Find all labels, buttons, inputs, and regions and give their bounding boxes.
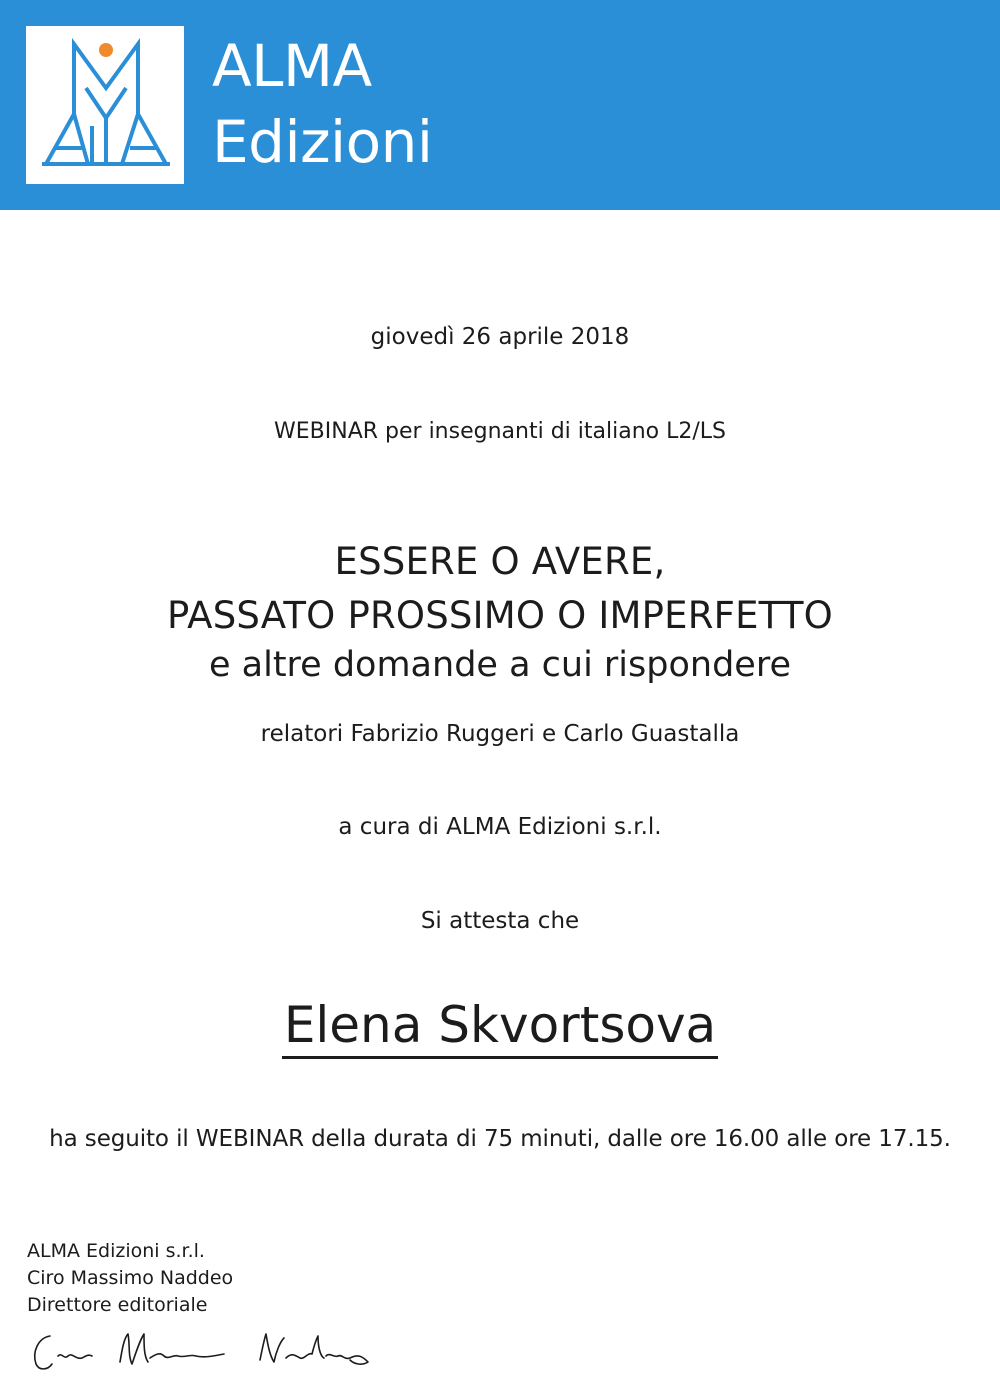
alma-logo xyxy=(26,26,184,184)
duration-statement: ha seguito il WEBINAR della durata di 75 minuti, dalle ore 16.00 alle ore 17.15. xyxy=(49,1126,951,1152)
signer-block xyxy=(27,1238,233,1319)
recipient-block xyxy=(0,994,1000,1059)
header-banner xyxy=(0,0,1000,210)
logo-dot-icon xyxy=(99,43,113,57)
brand-line-2: Edizioni xyxy=(212,108,433,176)
organizer: a cura di ALMA Edizioni s.r.l. xyxy=(338,814,662,840)
event-date: giovedì 26 aprile 2018 xyxy=(370,324,630,350)
alma-logo-mark xyxy=(26,26,184,184)
recipient-name: Elena Skvortsova xyxy=(282,994,718,1059)
brand-name xyxy=(212,28,433,180)
brand-line-1: ALMA xyxy=(212,32,372,100)
title-line-3: e altre domande a cui rispondere xyxy=(209,645,791,685)
signer-role: Direttore editoriale xyxy=(27,1294,208,1316)
title-line-1: ESSERE O AVERE, xyxy=(334,540,666,583)
title-line-2: PASSATO PROSSIMO O IMPERFETTO xyxy=(167,594,833,637)
signer-name: Ciro Massimo Naddeo xyxy=(27,1267,234,1289)
handwritten-signature xyxy=(28,1326,378,1374)
event-type: WEBINAR per insegnanti di italiano L2/LS xyxy=(274,419,726,444)
speakers: relatori Fabrizio Ruggeri e Carlo Guastalla xyxy=(260,721,740,747)
signer-company: ALMA Edizioni s.r.l. xyxy=(27,1240,205,1262)
attestation: Si attesta che xyxy=(420,908,580,934)
